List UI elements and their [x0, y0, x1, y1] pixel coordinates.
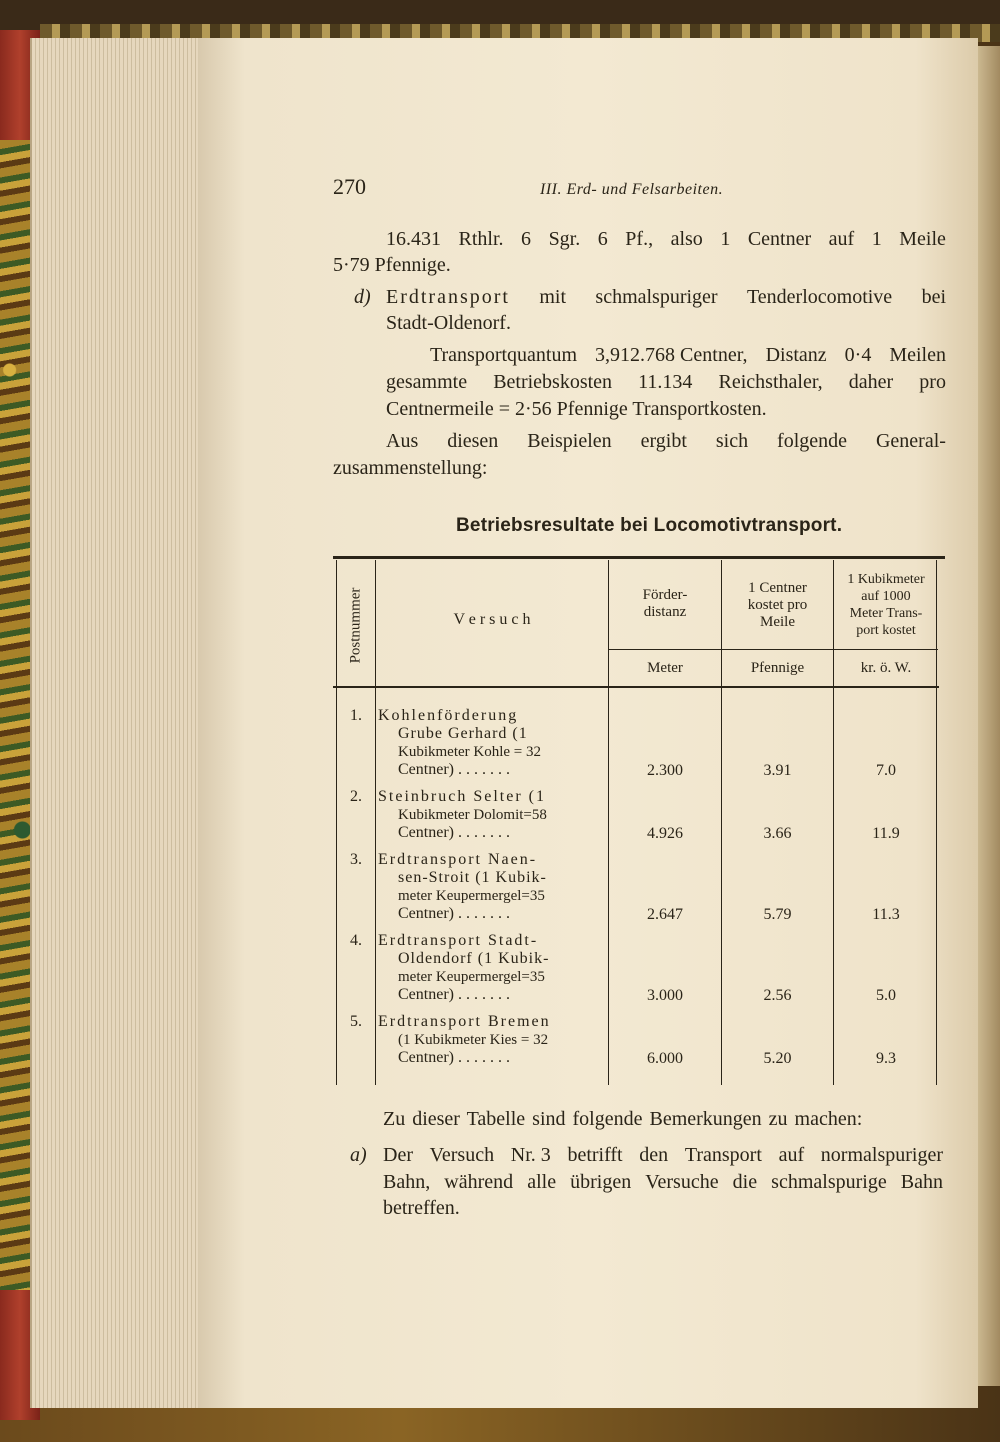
section-d-line-1: Erdtransport mit schmalspuriger Tenderlocomotive bei [386, 286, 946, 308]
kosten-header: 1 Centner kostet pro Meile [747, 580, 808, 630]
row-3-distance: 2.647 [647, 906, 683, 923]
page-stack [30, 38, 207, 1408]
row-5-kubik: 9.3 [876, 1050, 896, 1067]
row-1-cost: 3.91 [763, 762, 792, 779]
row-1-versuch: Kohlenförderung Grube Gerhard (1 Kubikmeter Kohle = 32 Centner) . . . . . . . [378, 707, 542, 778]
kubikmeter-header: 1 Kubikmeter auf 1000 Meter Trans- port kostet [847, 572, 925, 638]
unit-kr-oe-w: kr. ö. W. [860, 660, 912, 676]
marbled-endpaper [0, 140, 32, 1290]
unit-row-rule [608, 649, 938, 650]
remark-a-line-1: Der Versuch Nr. 3 betrifft den Transport auf normalspuriger [383, 1144, 943, 1166]
page-number: 270 [333, 174, 366, 199]
paragraph-2-line-1: Aus diesen Beispielen ergibt sich folgende General- [386, 430, 946, 452]
page-right-edge [978, 46, 1000, 1386]
row-1-kubik: 7.0 [876, 762, 896, 779]
row-1-distance: 2.300 [647, 762, 683, 779]
row-2-distance: 4.926 [647, 825, 683, 842]
paragraph-1-line-3: Centnermeile = 2·56 Pfennige Transportkosten. [386, 398, 767, 420]
paragraph-2-line-2: zusammenstellung: [333, 457, 488, 479]
row-1-number: 1. [350, 707, 362, 724]
table-top-rule [333, 556, 945, 559]
paragraph-1-line-1: Transportquantum 3,912.768 Centner, Distanz 0·4 Meilen [430, 344, 946, 366]
row-2-cost: 3.66 [763, 825, 792, 842]
col-divider-3 [608, 560, 609, 1085]
remark-a-marker: a) [350, 1144, 367, 1166]
intro-line-1: 16.431 Rthlr. 6 Sgr. 6 Pf., also 1 Centner auf 1 Meile [386, 228, 946, 250]
intro-line-2: 5·79 Pfennige. [333, 254, 451, 276]
section-d-line-2: Stadt-Oldenorf. [386, 312, 511, 334]
foerderdistanz-header: Förder- distanz [642, 587, 688, 620]
row-5-cost: 5.20 [763, 1050, 792, 1067]
paragraph-1-line-2: gesammte Betriebskosten 11.134 Reichsthaler, daher pro [386, 371, 946, 393]
row-3-cost: 5.79 [763, 906, 792, 923]
postnummer-header: Postnummer [347, 587, 364, 663]
row-2-kubik: 11.9 [872, 825, 900, 842]
row-2-versuch: Steinbruch Selter (1 Kubikmeter Dolomit=58 Centner) . . . . . . . [378, 788, 547, 841]
remarks-intro: Zu dieser Tabelle sind folgende Bemerkungen zu machen: [383, 1108, 863, 1130]
table-title: Betriebsresultate bei Locomotivtransport. [456, 515, 843, 536]
row-4-versuch: Erdtransport Stadt- Oldendorf (1 Kubik- meter Keupermergel=35 Centner) . . . . . . . [378, 932, 550, 1003]
remark-a-line-3: betreffen. [383, 1197, 460, 1219]
running-head: III. Erd- und Felsarbeiten. [540, 181, 724, 198]
row-5-versuch: Erdtransport Bremen (1 Kubikmeter Kies = 32 Centner) . . . . . . . [378, 1013, 551, 1066]
row-4-number: 4. [350, 932, 362, 949]
row-5-distance: 6.000 [647, 1050, 683, 1067]
row-4-distance: 3.000 [647, 987, 683, 1004]
col-divider-4 [721, 560, 722, 1085]
section-d-marker: d) [354, 286, 371, 308]
row-4-kubik: 5.0 [876, 987, 896, 1004]
row-4-cost: 2.56 [763, 987, 792, 1004]
unit-meter: Meter [647, 660, 683, 676]
unit-pfennige: Pfennige [750, 660, 805, 676]
versuch-header: V e r s u c h [453, 611, 531, 628]
remark-a-line-2: Bahn, während alle übrigen Versuche die schmalspurige Bahn [383, 1171, 943, 1193]
row-2-number: 2. [350, 788, 362, 805]
row-3-versuch: Erdtransport Naen- sen-Stroit (1 Kubik- meter Keupermergel=35 Centner) . . . . . . . [378, 851, 547, 922]
row-3-kubik: 11.3 [872, 906, 900, 923]
row-3-number: 3. [350, 851, 362, 868]
row-5-number: 5. [350, 1013, 362, 1030]
table-header-rule [333, 686, 939, 688]
